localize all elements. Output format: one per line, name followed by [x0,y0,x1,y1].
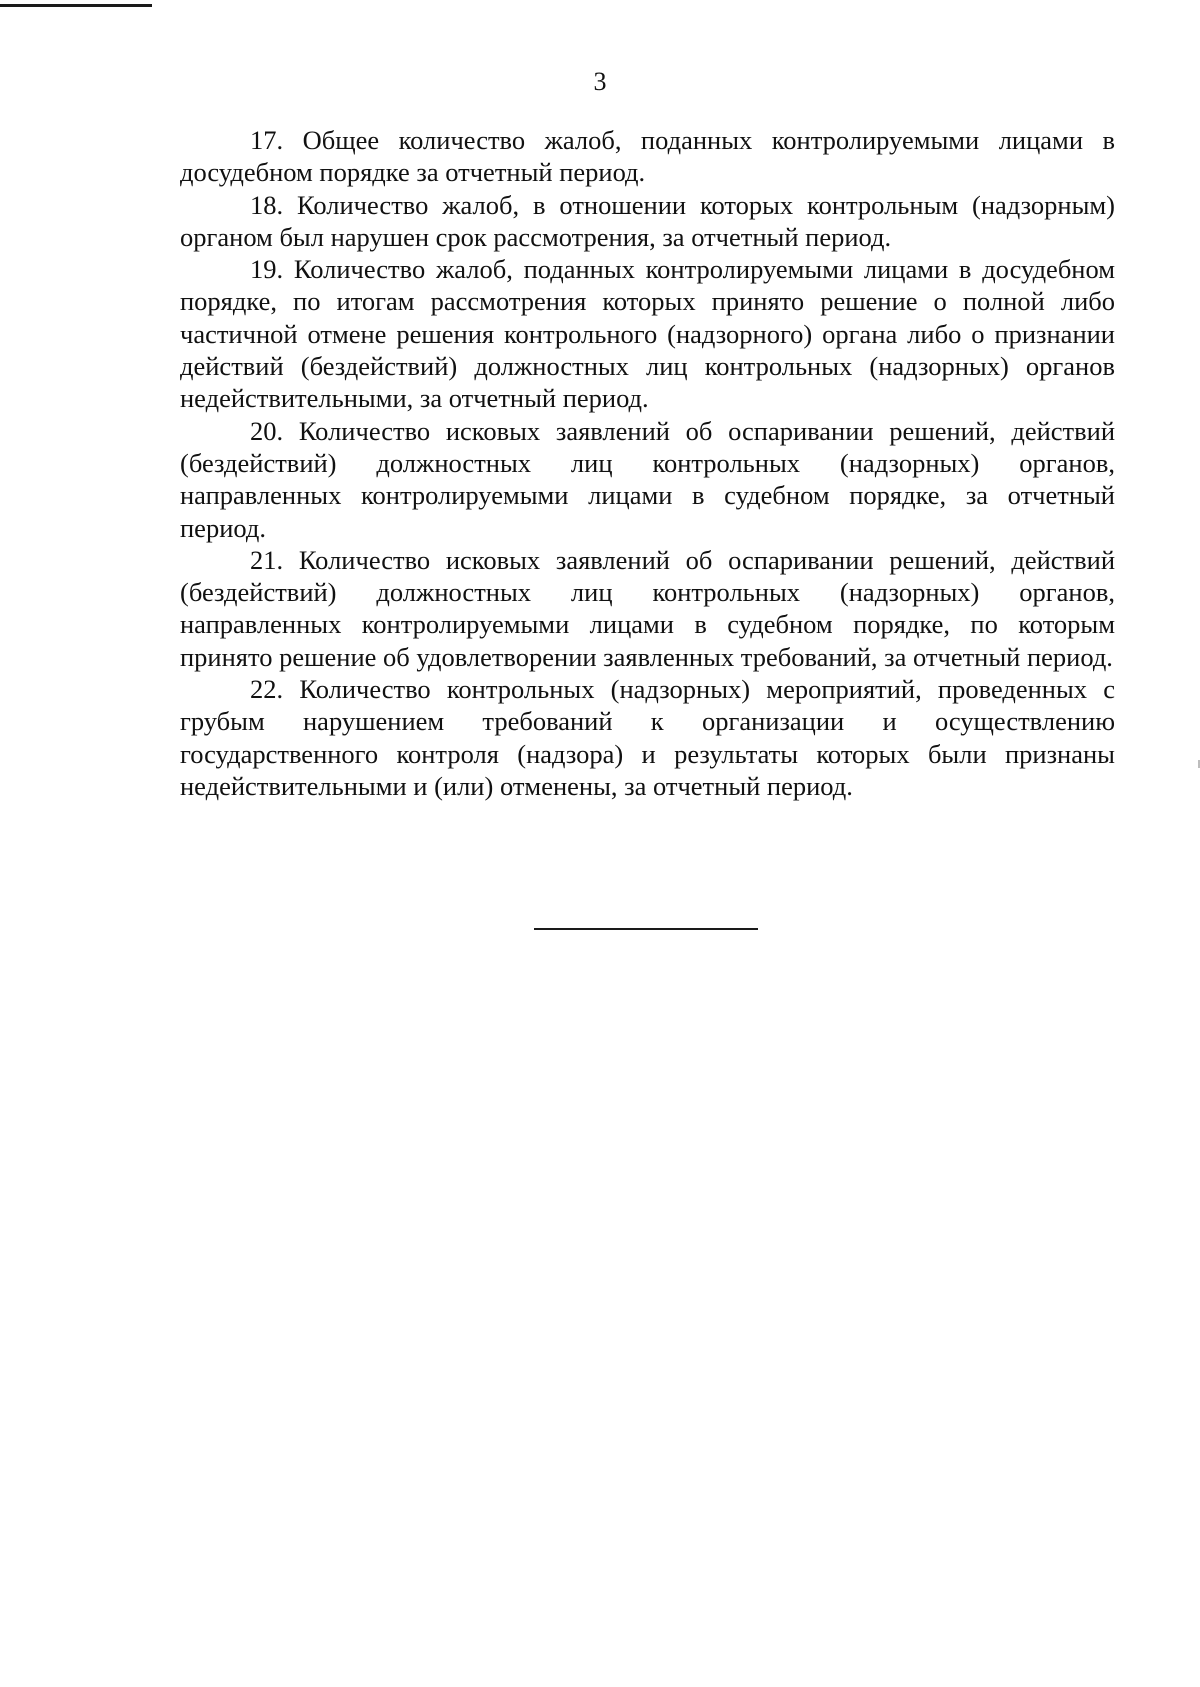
scan-edge-mark [0,4,152,7]
paragraph-item-21: 21. Количество исковых заявлений об оспаривании решений, действий (бездействий) должностных лиц контрольных (надзорных) органов, направленных контролируемыми лицами в судебном порядке, по которым принято решение об удовлетворении заявленных требований, за отчетный период. [180,544,1115,672]
document-body [180,124,1115,802]
paragraph-item-22: 22. Количество контрольных (надзорных) мероприятий, проведенных с грубым нарушением требований к организации и осуществлению государственного контроля (надзора) и результаты которых были признаны недействительными и (или) отменены, за отчетный период. [180,674,1115,801]
paragraph-item-17: 17. Общее количество жалоб, поданных контролируемыми лицами в досудебном порядке за отчетный период. [180,125,1115,188]
end-of-text-separator [534,928,758,930]
paragraph-item-20: 20. Количество исковых заявлений об оспаривании решений, действий (бездействий) должностных лиц контрольных (надзорных) органов, направленных контролируемыми лицами в судебном порядке, за отчетный период. [180,415,1115,543]
paragraph-item-18: 18. Количество жалоб, в отношении которых контрольным (надзорным) органом был нарушен срок рассмотрения, за отчетный период. [180,189,1115,252]
page-number: 3 [593,67,607,96]
paragraph-item-19: 19. Количество жалоб, поданных контролируемыми лицами в досудебном порядке, по итогам рассмотрения которых принято решение о полной либо частичной отмене решения контрольного (надзорного) органа либо о признании действий (бездействий) должностных лиц контрольных (надзорных) органов недействительными, за отчетный период. [180,254,1115,414]
